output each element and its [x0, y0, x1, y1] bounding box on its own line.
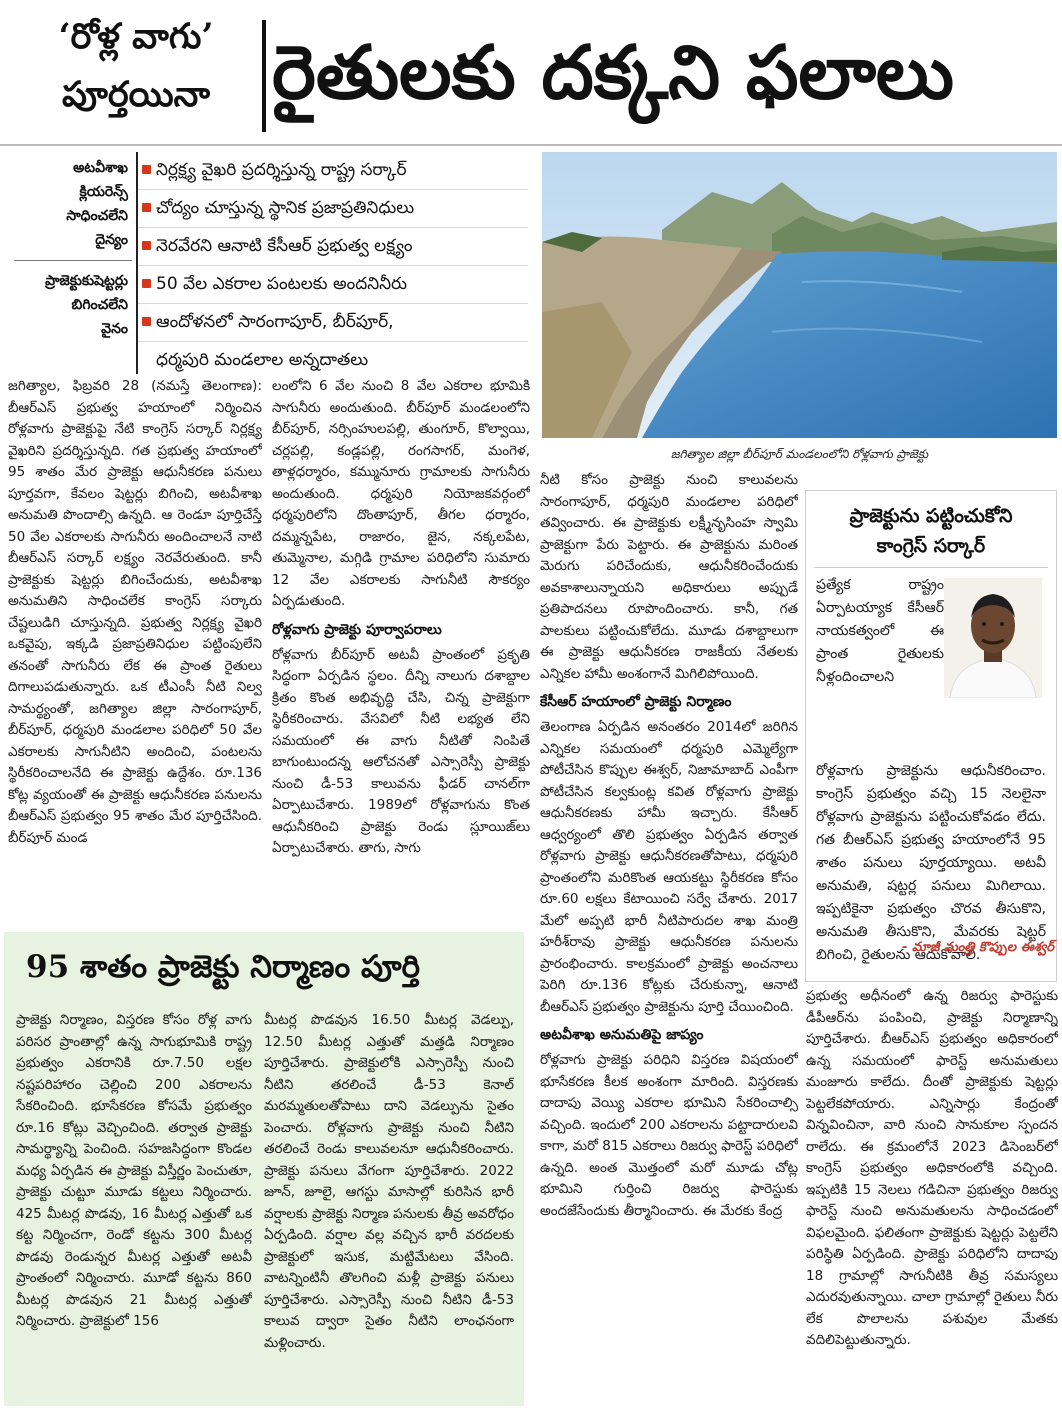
side-label: ప్రాజెక్టుకుషెట్టర్లు: [45, 273, 128, 289]
article-paragraph: జగిత్యాల, ఫిబ్రవరి 28 (నమస్తే తెలంగాణ): బీఆర్‌ఎస్ ప్రభుత్వ హయాంలో నిర్మించిన రోళ్లవాగు ప్రాజెక్టుపై నేటి కాంగ్రెస్ సర్కార్ నిర్లక్ష్య వైఖరిని ప్రదర్శిస్తున్నది. గత ప్రభుత్వ హయాంలో 95 శాతం మేర ప్రాజెక్టు ఆధునీకరణ పనులు పూర్తవగా, కేవలం షెట్టర్లు బిగించి, అటవీశాఖ అనుమతి పొందాల్సి ఉన్నది. ఆ రెండూ పూర్తిచేస్తే 50 వేల ఎకరాలకు సాగునీరు అందించాలనే నాటి బీఆర్‌ఎస్ సర్కార్ లక్ష్యం నెరవేరుతుంది. కానీ ప్రాజెక్టుకు షెట్టర్లు బిగించేందుకు, అటవీశాఖ అనుమతిని సాధించలేక కాంగ్రెస్ సర్కారు చేష్టలుడిగి చూస్తున్నది. ప్రభుత్వ నిర్లక్ష్య వైఖరి ఒకవైపు, ఇక్కడి ప్రజాప్రతినిధుల పట్టింపులేని తనంతో సాగునీరు లేక ఈ ప్రాంత రైతులు దిగాలుపడుతున్నారు. ఒక టీఎంసీ నీటి నిల్వ సామర్థ్యంతో, జగిత్యాల జిల్లా సారంగాపూర్, బీర్‌పూర్, ధర్మపురి మండలాల పరిధిలో 50 వేల ఎకరాలకు సాగునీటిని అందించి, పంటలను స్థిరీకరించాలనేది ఈ ప్రాజెక్టు ఉద్దేశం. రూ.136 కోట్ల వ్యయంతో ఈ ప్రాజెక్టు ఆధునీకరణ పనులను బీఆర్‌ఎస్ ప్రభుత్వం 95 శాతం మేర పూర్తిచేసింది. బీర్‌పూర్ మండ: [8, 378, 262, 846]
article-paragraph: నీటి కోసం ప్రాజెక్టు నుంచి కాలువలను సారంగాపూర్, ధర్మపురి మండలాల పరిధిలో తవ్వించారు. ఈ ప్రాజెక్టుకు లక్ష్మీనృసింహ స్వామి ప్రాజెక్టుగా పేరు పెట్టారు. ఈ ప్రాజెక్టును మరింత మెరుగు పరిచేందుకు, ఆధునీకరించేందుకు అవకాశాలున్నాయని అధికారులు అప్పుడే ప్రతిపాదనలు రూపొందించారు. కానీ, గత పాలకులు పట్టించుకోలేదు. మూడు దశాబ్దాలుగా ఈ ప్రాజెక్టు ఆధునీకరణ రాజకీయ నేతలకు ఎన్నికల హామీ అంశంగానే మిగిలిపోయింది.: [540, 472, 798, 682]
bullet-square-icon: [142, 279, 151, 288]
kicker-line-2: పూర్తయినా: [62, 74, 210, 115]
quote-box: [805, 490, 1057, 982]
quote-text-wide: రోళ్లవాగు ప్రాజెక్టును ఆధునీకరించాం. కాంగ్రెస్ ప్రభుత్వం వచ్చి 15 నెలలైనా రోళ్లవాగు ప్రాజెక్టును పట్టించుకోవడం లేదు. గత బీఆర్‌ఎస్ ప్రభుత్వ హయాంలోనే 95 శాతం పనులు పూర్తయ్యాయి. అటవీ అనుమతి, షట్టర్ల పనులు మిగిలాయి. ఇప్పటికైనా ప్రభుత్వం చొరవ తీసుకొని, అనుమతి తీసుకొని, మేవరకు షెట్టర్ బిగించి, రైతులను ఆదుకోవాలి.: [816, 763, 1046, 963]
bullet-item: నిర్లక్ష్య వైఖరి ప్రదర్శిస్తున్న రాష్ట్ర సర్కార్: [138, 152, 528, 190]
article-paragraph: రోళ్లవాగు బీర్‌పూర్ అటవీ ప్రాంతంలో ప్రకృతి సిద్ధంగా ఏర్పడిన స్థలం. దీన్ని నాలుగు దశాబ్దాల క్రితం కొంత అభివృద్ధి చేసి, చిన్న ప్రాజెక్టుగా స్థిరీకరించారు. వేసవిలో నీటి లభ్యత లేని సమయంలో ఈ వాగు నీటితో నింపితే బాగుంటుందన్న ఆలోచనతో ఎస్సారెస్పీ ప్రాజెక్టు నుంచి డీ-53 కాలువను ఫీడర్ చానల్‌గా ఏర్పాటుచేశారు. 1989లో రోళ్లవాగును కొంత ఆధునీకరించి ప్రాజెక్టు రెండు స్లూయిజ్‌లు ఏర్పాటుచేశారు. తాగు, సాగు: [272, 646, 530, 856]
photo-caption: జగిత్యాల జిల్లా బీర్‌పూర్ మండలంలోని రోళ్లవాగు ప్రాజెక్టు: [670, 447, 929, 461]
article-column-2: [272, 376, 530, 926]
side-label-separator: [14, 260, 132, 261]
article-paragraph: తెలంగాణ ఏర్పడిన అనంతరం 2014లో జరిగిన ఎన్నికల సమయంలో ధర్మపురి ఎమ్మెల్యేగా పోటీచేసిన కొప్పుల ఈశ్వర్, నిజామాబాద్ ఎంపీగా పోటీచేసిన కల్వకుంట్ల కవిత రోళ్లవాగు ప్రాజెక్టు ఆధునీకరణకు హామీ ఇచ్చారు. కేసీఆర్ ఆధ్వర్యంలో తొలి ప్రభుత్వం ఏర్పడిన తర్వాత రోళ్లవాగు ప్రాజెక్టు ఆధునీకరణతోపాటు, ధర్మపురి ప్రాంతంలోని మరికొంత ఆయకట్టు స్థిరీకరణ కోసం రూ.60 లక్షలు కేటాయించి సర్వే చేశారు. 2017 మేలో అప్పటి భారీ నీటిపారుదల శాఖ మంత్రి హరీశ్‌రావు ప్రాజెక్టు ఆధునీకరణ పనులను ప్రారంభించారు. కాలక్రమంలో ప్రాజెక్టు అంచనాలు పెరిగి రూ.136 కోట్లకు చేరుకున్నా, ఆనాటి బీఆర్‌ఎస్ ప్రభుత్వం ప్రాజెక్టును పూర్తి చేయించింది.: [540, 719, 798, 1015]
box-column-1: [16, 1010, 252, 1400]
article-paragraph: ప్రభుత్వ అధీనంలో ఉన్న రిజర్వు ఫారెస్టుకు డీపీఆర్‌ను పంపించి, ప్రాజెక్టు నిర్మాణాన్ని పూర్తిచేశారు. బీఆర్‌ఎస్ ప్రభుత్వం అధికారంలో ఉన్న సమయంలో ఫారెస్ట్ అనుమతులు మంజూరు కాలేదు. దీంతో ప్రాజెక్టుకు షెట్టర్లు పెట్టలేకపోయారు. ఎన్నిసార్లు కేంద్రంతో విన్నవించినా, వారి నుంచి సానుకూల స్పందన రాలేదు. ఈ క్రమంలోనే 2023 డిసెంబర్‌లో కాంగ్రెస్ ప్రభుత్వం అధికారంలోకి వచ్చింది. ఇప్పటికి 15 నెలలు గడిచినా ప్రభుత్వం రిజర్వు ఫారెస్ట్ నుంచి అనుమతులను సాధించడంలో విఫలమైంది. ఫలితంగా ప్రాజెక్టుకు షెట్టర్లు పెట్టలేని పరిస్థితి ఏర్పడింది. ప్రాజెక్టు పరిధిలోని దాదాపు 18 గ్రామాల్లో సాగునీటికి తీవ్ర సమస్యలు ఎదురవుతున్నాయి. చాలా గ్రామాల్లో రైతులు నీరు లేక పొలాలను పశువుల మేతకు వదిలిపెట్టుతున్నారు.: [806, 988, 1058, 1348]
masthead-divider: [262, 20, 266, 132]
masthead-rule: [0, 144, 1062, 146]
side-label: బిగించలేని: [71, 297, 128, 313]
bullet-item: నెరవేరని ఆనాటి కేసీఆర్ ప్రభుత్వ లక్ష్యం: [138, 228, 528, 266]
side-label: అటవీశాఖ: [73, 160, 128, 176]
subheading: అటవీశాఖ అనుమతిపై జాప్యం: [540, 1027, 704, 1043]
reservoir-photo: [542, 152, 1057, 438]
bullet-item: ఆందోళనలో సారంగాపూర్, బీర్‌పూర్,: [138, 304, 528, 342]
bullet-square-icon: [142, 203, 151, 212]
reservoir-landscape-image: [542, 152, 1057, 438]
side-label: దైన్యం: [95, 232, 128, 248]
bullet-item: చోద్యం చూస్తున్న స్థానిక ప్రజాప్రతినిధులు: [138, 190, 528, 228]
article-column-4: [806, 986, 1058, 1410]
person-portrait-image: [944, 578, 1042, 698]
bullet-square-icon: [142, 241, 151, 250]
side-labels: [4, 152, 132, 374]
highlight-bullets: [136, 152, 528, 374]
bullet-item: 50 వేల ఎకరాల పంటలకు అందనినీరు: [138, 266, 528, 304]
article-paragraph: లంలోని 6 వేల నుంచి 8 వేల ఎకరాల భూమికి సాగునీరు అందుతుంది. బీర్‌పూర్ మండలంలోని బీర్‌పూర్, నర్సింహులపల్లి, తుంగూర్, కొల్వాయి, చర్లపల్లి, కండ్లపల్లి, రంగసాగర్, మంగెళ, తాళ్లధర్మారం, కమ్మునూరు గ్రామాలకు సాగునీరు అందుతుంది. ధర్మపురి నియోజకవర్గంలో ధర్మపురిలోని దొంతాపూర్, తీగల ధర్మారం, దమ్మన్నపేట, రాజారం, జైన, నక్కలపేట, తుమ్మెనాల, మగ్గిడి గ్రామాల పరిధిలోని సుమారు 12 వేల ఎకరాలకు సాగునీటి సౌకర్యం ఏర్పడుతుంది.: [272, 378, 530, 609]
quote-signature: - మాజీ మంత్రి కొప్పుల ఈశ్వర్: [902, 940, 1054, 955]
side-label: సాధించలేని: [66, 208, 128, 224]
politician-portrait: [944, 578, 1042, 698]
article-paragraph: ప్రాజెక్టు నిర్మాణం, విస్తరణ కోసం రోళ్ల వాగు పరిసర ప్రాంతాల్లో ఉన్న సాగుభూమికి రాష్ట్ర ప్రభుత్వం ఎకరానికి రూ.7.50 లక్షల నష్టపరిహారం చెల్లించి 200 ఎకరాలను సేకరించింది. భూసేకరణ కోసమే ప్రభుత్వం రూ.16 కోట్లు వెచ్చించింది. తర్వాత ప్రాజెక్టు సామర్థ్యాన్ని పెంచింది. సహజసిద్ధంగా కొండల మధ్య ఏర్పడిన ఈ ప్రాజెక్టు విస్తీర్ణం పెంచుతూ, ప్రాజెక్టు చుట్టూ మూడు కట్టలు నిర్మించారు. 425 మీటర్ల పొడవు, 16 మీటర్ల ఎత్తుతో ఒక కట్ట నిర్మించగా, రెండో కట్టను 300 మీటర్ల పొడవు రెండున్నర మీటర్ల ఎత్తుతో అటవీ ప్రాంతంలో నిర్మించారు. మూడో కట్టను 860 మీటర్ల పొడవున 21 మీటర్ల ఎత్తుతో నిర్మించారు. ప్రాజెక్టులో 156: [16, 1012, 252, 1329]
side-label: వైనం: [101, 321, 128, 337]
article-paragraph: రోళ్లవాగు ప్రాజెక్టు పరిధిని విస్తరణ విషయంలో భూసేకరణ కీలక అంశంగా మారింది. విస్తరణకు దాదాపు వెయ్యి ఎకరాల భూమిని సేకరించాల్సి వచ్చింది. ఇందులో 200 ఎకరాలను పట్టాదారులవి కాగా, మరో 815 ఎకరాలు రిజర్వు ఫారెస్ట్ పరిధిలో ఉన్నది. అంత మొత్తంలో మరో మూడు చోట్ల భూమిని గుర్తించి రిజర్వు ఫారెస్టుకు అందజేసేందుకు తీర్మానించారు. ఈ మేరకు కేంద్ర: [540, 1052, 798, 1219]
bullet-square-icon: [142, 165, 151, 174]
subheading: కేసీఆర్ హయాంలో ప్రాజెక్టు నిర్మాణం: [540, 694, 732, 710]
side-label-group-1: [4, 152, 132, 256]
bullet-square-icon: [142, 317, 151, 326]
box-body: [4, 1002, 524, 1406]
main-headline: రైతులకు దక్కని ఫలాలు: [272, 30, 955, 116]
bullet-item-continued: ధర్మపురి మండలాల అన్నదాతలు: [156, 350, 369, 370]
box-column-2: [264, 1010, 514, 1400]
article-paragraph: మీటర్ల పొడవున 16.50 మీటర్ల వెడల్పు, 12.50 మీటర్ల ఎత్తుతో మత్తడి నిర్మాణం పూర్తిచేశారు. ప్రాజెక్టులోకి ఎస్సారెస్పీ నుంచి నీటిని తరలించే డీ-53 కెనాల్ మరమ్మతులతోపాటు దాని వెడల్పును సైతం పెంచారు. రోళ్లవాగు ప్రాజెక్టు నుంచి నీటిని తరలించే రెండు కాలువలనూ ఆధునీకరించారు. ప్రాజెక్టు పనులు వేగంగా పూర్తిచేశారు. 2022 జూన్, జూలై, ఆగస్టు మాసాల్లో కురిసిన భారీ వర్షాలకు ప్రాజెక్టు నిర్మాణ పనులకు తీవ్ర అవరోధం ఏర్పడింది. వర్షాల వల్ల వచ్చిన భారీ వరదలకు ప్రాజెక్టులో ఇసుక, మట్టిమేటలు వేసింది. వాటన్నింటినీ తొలగించి మళ్లీ ప్రాజెక్టు పనులు పూర్తిచేశారు. ఎస్సారెస్పీ నుంచి నీటిని డీ-53 కాలువ ద్వారా సైతం నీటిని లాంఛనంగా మళ్లించారు.: [264, 1012, 514, 1351]
quote-divider: [814, 567, 1048, 568]
article-column-1: [8, 376, 262, 926]
kicker: [20, 8, 252, 138]
kicker-line-1: ‘రోళ్ల వాగు’: [58, 16, 214, 57]
article-column-3: [540, 470, 798, 1410]
quote-title: ప్రాజెక్టును పట్టించుకోని కాంగ్రెస్ సర్కార్: [849, 505, 1013, 557]
subheading: రోళ్లవాగు ప్రాజెక్టు పూర్వాపరాలు: [272, 621, 442, 638]
quote-text-narrow: ప్రత్యేక రాష్ట్రం ఏర్పాటయ్యాక కేసీఆర్ నాయకత్వంలో ఈ ప్రాంత రైతులకు నీళ్లందించాలని: [816, 577, 944, 685]
side-label-group-2: [4, 265, 132, 345]
side-label: క్లియరెన్స్: [79, 184, 128, 200]
box-headline: 95 శాతం ప్రాజెక్టు నిర్మాణం పూర్తి: [4, 932, 524, 1002]
